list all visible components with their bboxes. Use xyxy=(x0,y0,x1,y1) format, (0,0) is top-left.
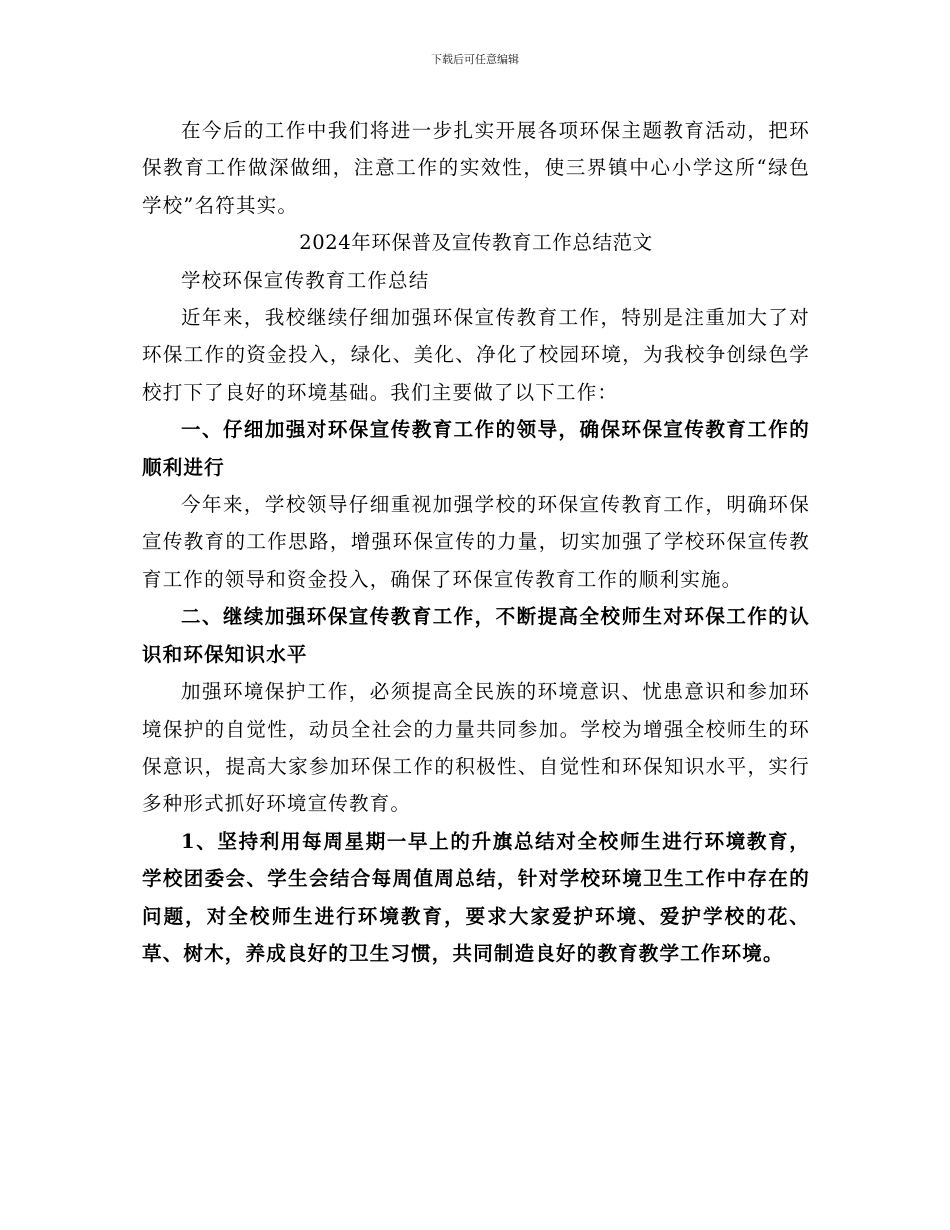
body-paragraph-2: 今年来，学校领导仔细重视加强学校的环保宣传教育工作，明确环保宣传教育的工作思路，增强环保宣传的力量，切实加强了学校环保宣传教育工作的领导和资金投入，确保了环保宣传教育工作的顺利实施。 xyxy=(142,493,810,591)
document-body xyxy=(142,112,810,972)
page-header: 下载后可任意编辑 xyxy=(431,53,519,66)
document-subtitle: 学校环保宣传教育工作总结 xyxy=(181,268,430,292)
body-paragraph-3: 加强环境保护工作，必须提高全民族的环境意识、忧患意识和参加环境保护的自觉性，动员全社会的力量共同参加。学校为增强全校师生的环保意识，提高大家参加环保工作的积极性、自觉性和环保知识水平，实行多种形式抓好环境宣传教育。 xyxy=(142,680,810,816)
section-heading-1: 一、仔细加强对环保宣传教育工作的领导，确保环保宣传教育工作的顺利进行 xyxy=(142,418,810,479)
document-title: 2024年环保普及宣传教育工作总结范文 xyxy=(299,231,653,255)
body-paragraph-1: 近年来，我校继续仔细加强环保宣传教育工作，特别是注重加大了对环保工作的资金投入，绿化、美化、净化了校园环境，为我校争创绿色学校打下了良好的环境基础。我们主要做了以下工作： xyxy=(142,306,810,404)
section-heading-3: 1、坚持利用每周星期一早上的升旗总结对全校师生进行环境教育，学校团委会、学生会结合每周值周总结，针对学校环境卫生工作中存在的问题，对全校师生进行环境教育，要求大家爱护环境、爱护学校的花、草、树木，养成良好的卫生习惯，共同制造良好的教育教学工作环境。 xyxy=(142,829,810,965)
intro-paragraph: 在今后的工作中我们将进一步扎实开展各项环保主题教育活动，把环保教育工作做深做细，注意工作的实效性，使三界镇中心小学这所“绿色学校”名符其实。 xyxy=(142,119,810,217)
section-heading-2: 二、继续加强环保宣传教育工作，不断提高全校师生对环保工作的认识和环保知识水平 xyxy=(142,605,810,666)
